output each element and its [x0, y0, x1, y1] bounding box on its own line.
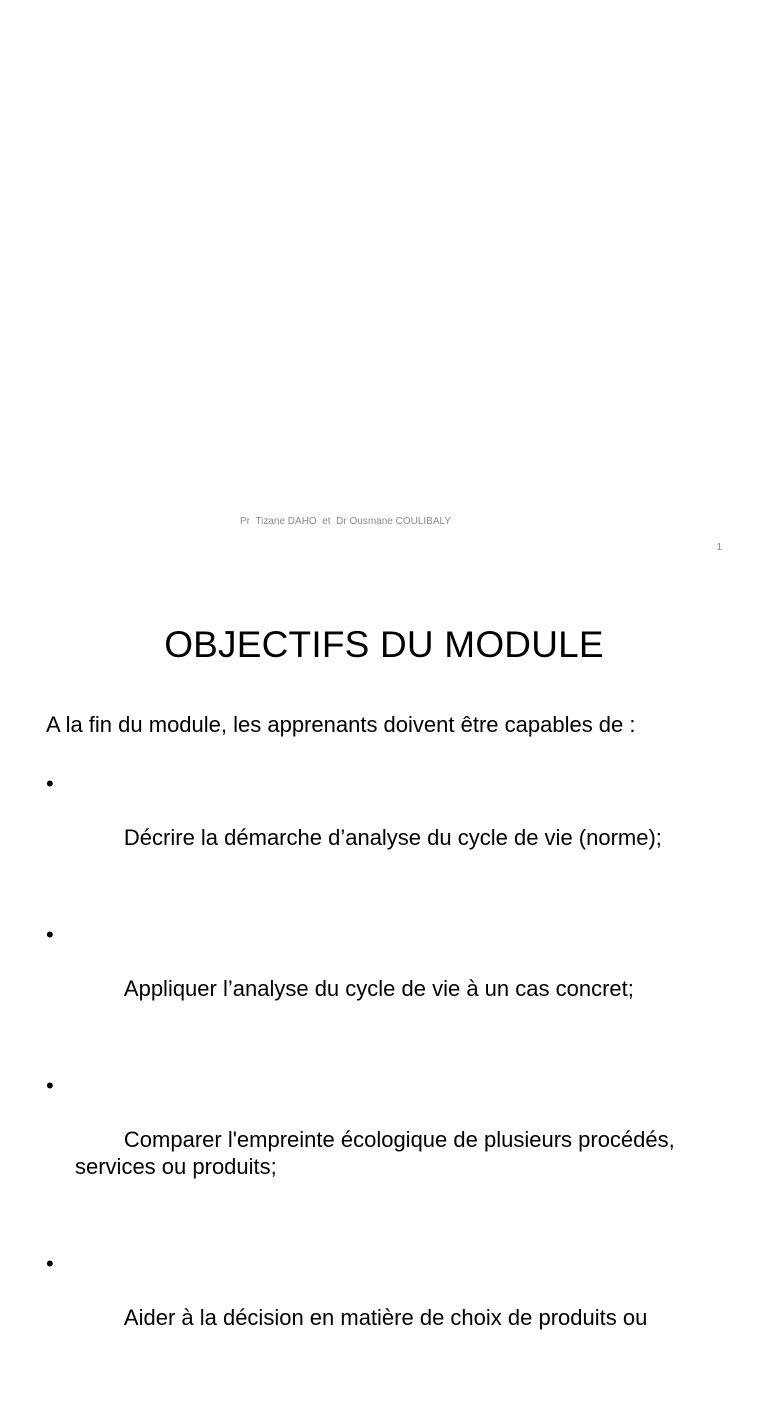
list-item: [46, 1072, 746, 1207]
slide-footer-authors: Pr Tizane DAHO et Dr Ousmane COULIBALY: [240, 516, 451, 527]
intro-text: A la fin du module, les apprenants doivent être capables de :: [46, 712, 636, 737]
list-item-text: Appliquer l’analyse du cycle de vie à un cas concret;: [123, 976, 634, 1001]
list-item: [46, 770, 746, 878]
list-item: [46, 921, 746, 1029]
bullet-icon: •: [46, 1073, 54, 1098]
bullet-icon: •: [46, 771, 54, 796]
objectives-slide: [0, 570, 768, 1330]
list-item-text: Décrire la démarche d’analyse du cycle de vie (norme);: [123, 825, 662, 850]
list-item-text: Aider à la décision en matière de choix de produits ou: [123, 1305, 648, 1330]
slide-title: OBJECTIFS DU MODULE: [164, 624, 604, 665]
objectives-list: [46, 770, 746, 1401]
bullet-icon: •: [46, 1251, 54, 1276]
list-item: [46, 1250, 746, 1358]
title-slide: [0, 0, 768, 570]
slide-page-number: 1: [716, 542, 722, 553]
list-item-text: Comparer l'empreinte écologique de plusieurs procédés, services ou produits;: [75, 1127, 681, 1179]
bullet-icon: •: [46, 922, 54, 947]
